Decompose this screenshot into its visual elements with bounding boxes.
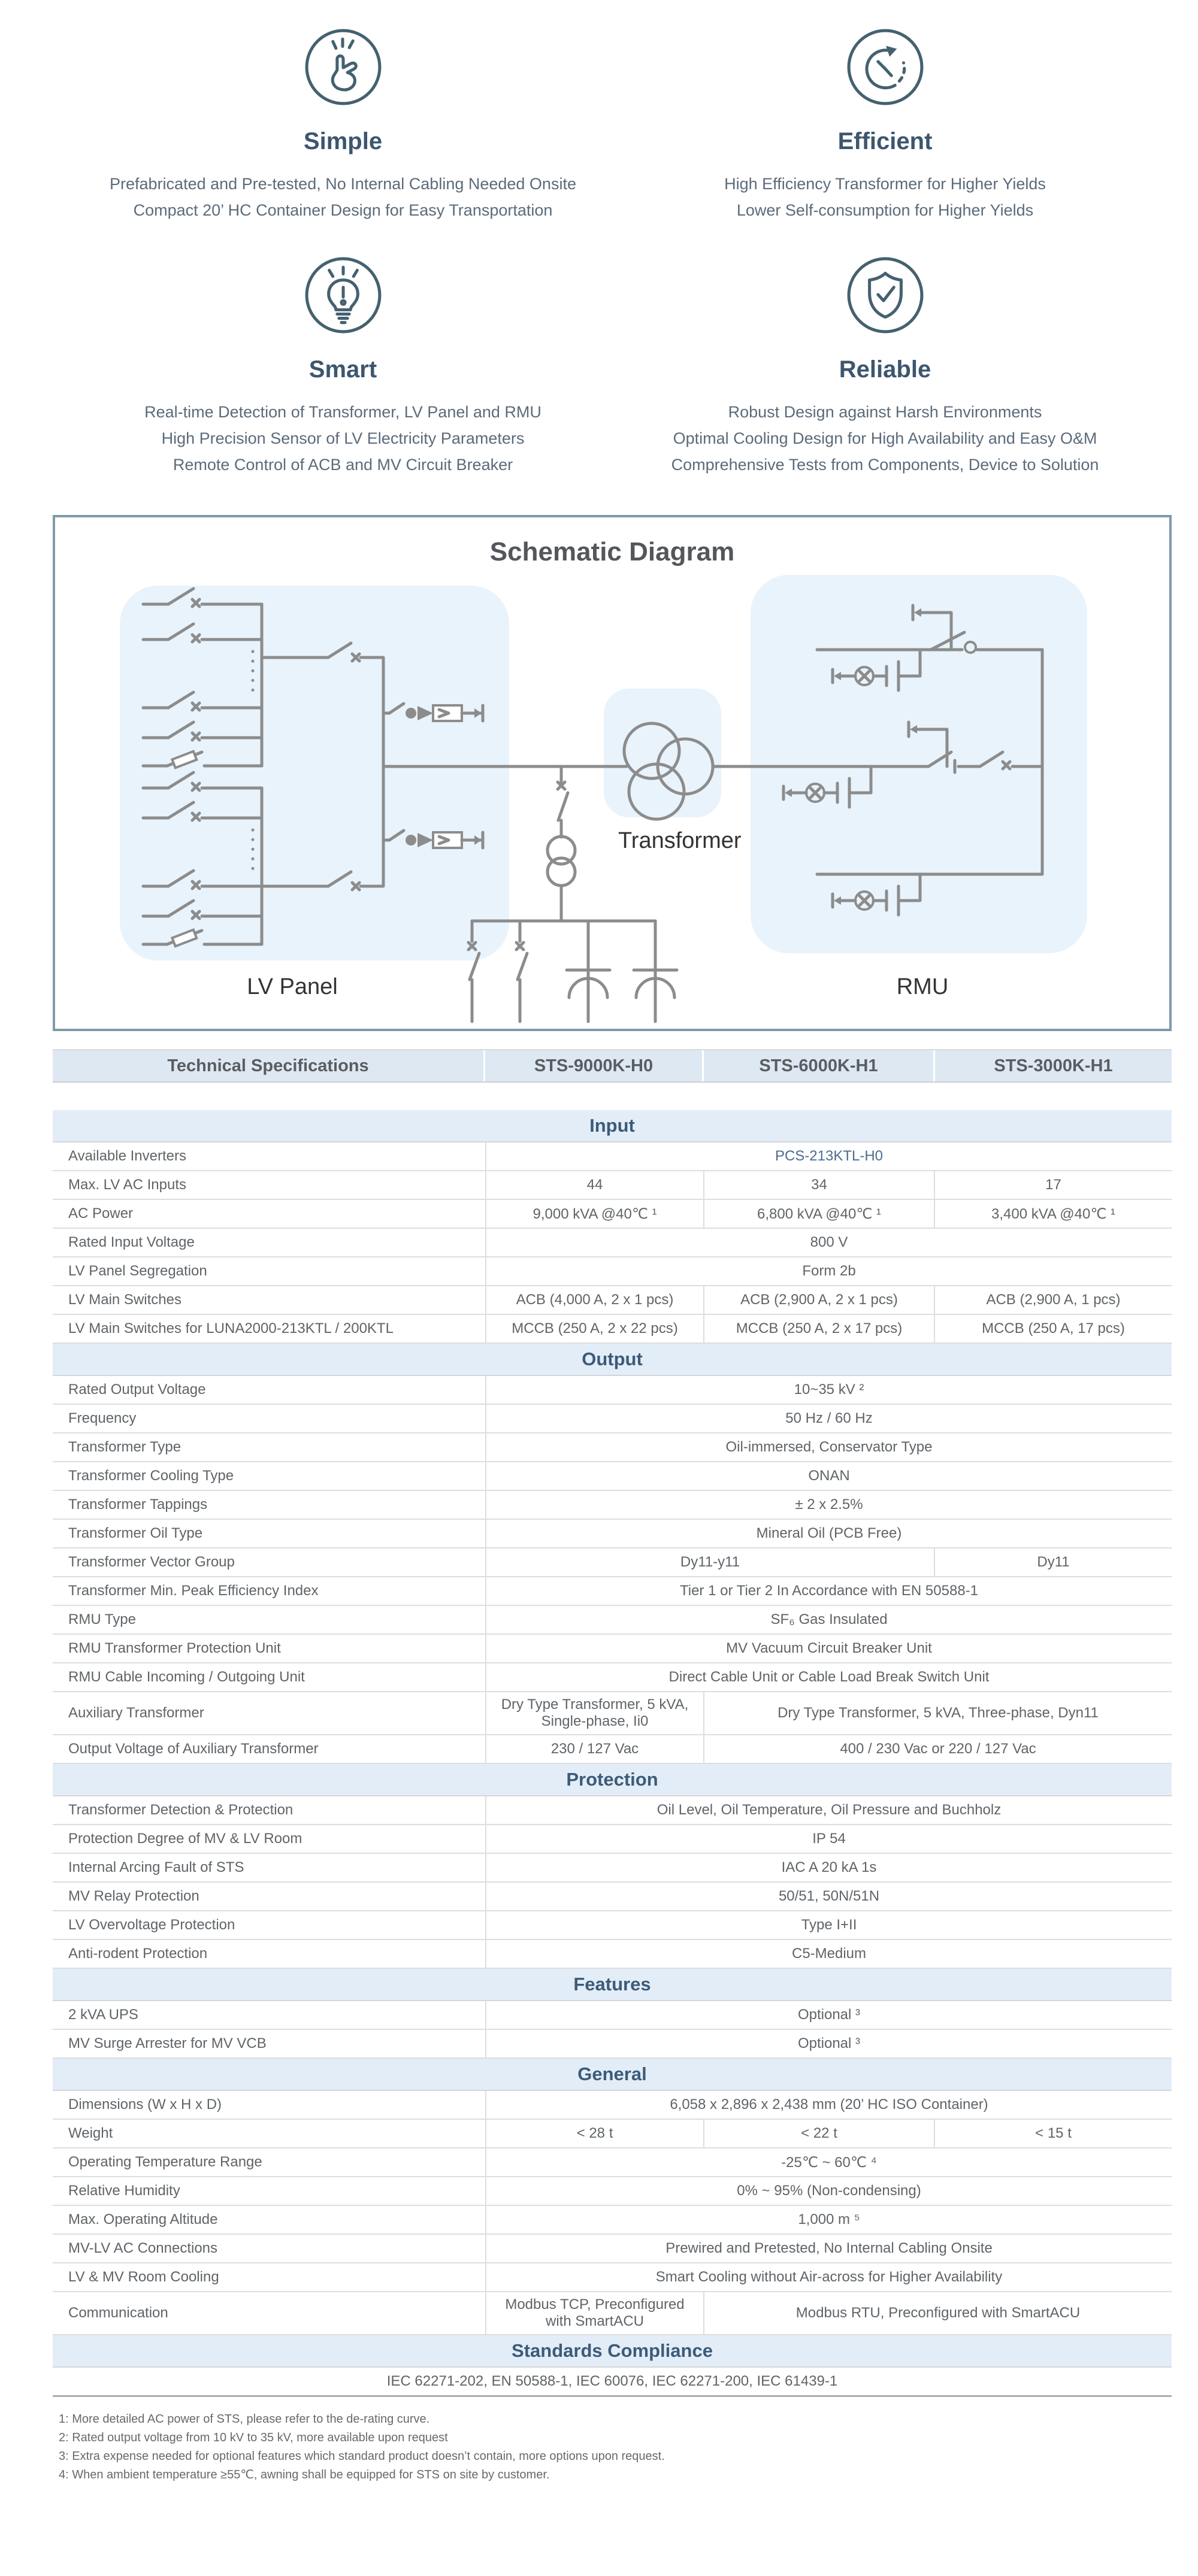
snap-fingers-icon xyxy=(304,28,383,107)
spec-value-cell: 6,800 kVA @40℃ ¹ xyxy=(703,1200,934,1228)
table-row xyxy=(53,1635,1172,1663)
spec-value-cell: 0% ~ 95% (Non-condensing) xyxy=(485,2177,1172,2205)
spec-value-cell: Mineral Oil (PCB Free) xyxy=(485,1520,1172,1547)
table-row xyxy=(53,1315,1172,1344)
table-row xyxy=(53,1229,1172,1257)
spec-value-cell: Oil-immersed, Conservator Type xyxy=(485,1434,1172,1461)
spec-value-cell: 230 / 127 Vac xyxy=(485,1735,703,1763)
table-row xyxy=(53,2292,1172,2335)
table-row xyxy=(53,2206,1172,2235)
table-row xyxy=(53,2368,1172,2397)
spec-label-cell: Internal Arcing Fault of STS xyxy=(68,1859,244,1875)
table-row xyxy=(53,1940,1172,1969)
spec-label-cell: Rated Input Voltage xyxy=(68,1234,195,1250)
table-row xyxy=(53,1520,1172,1548)
spec-value-cell: Modbus RTU, Preconfigured with SmartACU xyxy=(703,2292,1172,2334)
spec-value-cell: C5-Medium xyxy=(485,1940,1172,1968)
spec-value-cell: Dy11 xyxy=(934,1548,1172,1576)
spec-label-cell: MV Surge Arrester for MV VCB xyxy=(68,2035,267,2051)
table-row xyxy=(53,1462,1172,1491)
spec-value-cell: PCS-213KTL-H0 xyxy=(485,1142,1172,1170)
spec-label-cell: Anti-rodent Protection xyxy=(68,1945,208,1962)
spec-value-cell: IEC 62271-202, EN 50588-1, IEC 60076, IEC 62271-200, IEC 61439-1 xyxy=(386,2373,838,2389)
spec-value-cell: < 15 t xyxy=(934,2120,1172,2147)
spec-label-cell: LV & MV Room Cooling xyxy=(68,2269,219,2285)
spec-value-cell: 44 xyxy=(485,1171,703,1199)
spec-value-cell: Oil Level, Oil Temperature, Oil Pressure and Buchholz xyxy=(485,1796,1172,1824)
spec-label-cell: Frequency xyxy=(68,1410,137,1426)
table-row xyxy=(53,1911,1172,1940)
spec-label-cell: Max. LV AC Inputs xyxy=(68,1177,186,1193)
lv-panel-region xyxy=(120,586,509,960)
spec-value-cell: Dy11-y11 xyxy=(485,1548,934,1576)
spec-value-cell: Tier 1 or Tier 2 In Accordance with EN 50588-1 xyxy=(485,1577,1172,1605)
spec-value-cell: 10~35 kV ² xyxy=(485,1376,1172,1404)
lv-panel-label: LV Panel xyxy=(247,974,338,999)
feature-card-reliable xyxy=(614,256,1156,478)
spec-value-cell: ONAN xyxy=(485,1462,1172,1490)
section-header-output: Output xyxy=(53,1344,1172,1376)
spec-value-cell: Dry Type Transformer, 5 kVA, Three-phase, Dyn11 xyxy=(703,1692,1172,1734)
spec-value-cell: < 22 t xyxy=(703,2120,934,2147)
spec-table-body xyxy=(53,1110,1172,2397)
feature-highlights xyxy=(0,0,1198,515)
spec-value-cell: ACB (4,000 A, 2 x 1 pcs) xyxy=(485,1286,703,1314)
feature-title: Reliable xyxy=(839,356,931,383)
spec-label-cell: MV-LV AC Connections xyxy=(68,2240,218,2256)
spec-label-cell: MV Relay Protection xyxy=(68,1888,199,1904)
model-column-header: STS-6000K-H1 xyxy=(704,1050,933,1081)
spec-label-cell: Transformer Detection & Protection xyxy=(68,1802,294,1818)
spec-table-header xyxy=(53,1049,1172,1083)
table-row xyxy=(53,1735,1172,1764)
feature-line: Lower Self-consumption for Higher Yields xyxy=(736,201,1034,219)
feature-title: Simple xyxy=(303,128,383,154)
table-row xyxy=(53,1142,1172,1171)
feature-line: Prefabricated and Pre-tested, No Internal Cabling Needed Onsite xyxy=(110,175,576,193)
table-row xyxy=(53,2030,1172,2059)
transformer-label: Transformer xyxy=(618,828,742,853)
schematic-title: Schematic Diagram xyxy=(489,537,735,566)
spec-value-cell: ACB (2,900 A, 1 pcs) xyxy=(934,1286,1172,1314)
spec-label-cell: Transformer Type xyxy=(68,1439,181,1455)
spec-header-title: Technical Specifications xyxy=(53,1050,483,1081)
table-row xyxy=(53,2177,1172,2206)
feature-line: Real-time Detection of Transformer, LV Panel and RMU xyxy=(144,403,541,421)
spec-value-cell: 50/51, 50N/51N xyxy=(485,1883,1172,1910)
spec-label-cell: 2 kVA UPS xyxy=(68,2007,138,2023)
spec-label-cell: Dimensions (W x H x D) xyxy=(68,2096,222,2113)
table-row xyxy=(53,1548,1172,1577)
spec-label-cell: LV Main Switches for LUNA2000-213KTL / 200KTL xyxy=(68,1320,394,1337)
spec-label-cell: Transformer Tappings xyxy=(68,1496,208,1513)
spec-value-cell: Prewired and Pretested, No Internal Cabling Onsite xyxy=(485,2235,1172,2262)
spec-value-cell: Direct Cable Unit or Cable Load Break Switch Unit xyxy=(485,1663,1172,1691)
table-row xyxy=(53,1663,1172,1692)
table-row xyxy=(53,1606,1172,1635)
spec-label-cell: Relative Humidity xyxy=(68,2183,180,2199)
spec-label-cell: LV Panel Segregation xyxy=(68,1263,207,1279)
spec-value-cell: Smart Cooling without Air-across for Higher Availability xyxy=(485,2263,1172,2291)
spec-value-cell: MCCB (250 A, 2 x 17 pcs) xyxy=(703,1315,934,1342)
spec-value-cell: Optional ³ xyxy=(485,2001,1172,2029)
spec-label-cell: AC Power xyxy=(68,1205,134,1222)
feature-line: High Efficiency Transformer for Higher Yields xyxy=(724,175,1046,193)
feature-title: Smart xyxy=(308,356,377,383)
feature-line: Optimal Cooling Design for High Availability and Easy O&M xyxy=(673,429,1097,447)
spec-value-cell: IP 54 xyxy=(485,1825,1172,1853)
feature-line: Remote Control of ACB and MV Circuit Breaker xyxy=(173,456,513,474)
spec-label-cell: Max. Operating Altitude xyxy=(68,2211,218,2228)
spec-value-cell: ± 2 x 2.5% xyxy=(485,1491,1172,1519)
spec-label-cell: Operating Temperature Range xyxy=(68,2154,262,2170)
spec-label-cell: Protection Degree of MV & LV Room xyxy=(68,1831,302,1847)
spec-value-cell: 1,000 m ⁵ xyxy=(485,2206,1172,2233)
spec-value-cell: 34 xyxy=(703,1171,934,1199)
technical-specifications-table xyxy=(53,1049,1172,2397)
spec-value-cell: Form 2b xyxy=(485,1257,1172,1285)
table-row xyxy=(53,1825,1172,1854)
feature-line: Compact 20’ HC Container Design for Easy Transportation xyxy=(133,201,553,219)
feature-title: Efficient xyxy=(837,128,933,154)
table-row xyxy=(53,1491,1172,1520)
spec-value-cell: 800 V xyxy=(485,1229,1172,1256)
spec-value-cell: MCCB (250 A, 2 x 22 pcs) xyxy=(485,1315,703,1342)
spec-value-cell: 6,058 x 2,896 x 2,438 mm (20’ HC ISO Container) xyxy=(485,2091,1172,2119)
table-row xyxy=(53,2148,1172,2177)
clock-arrow-icon xyxy=(846,28,925,107)
spec-label-cell: Transformer Cooling Type xyxy=(68,1468,234,1484)
spec-label-cell: Auxiliary Transformer xyxy=(68,1705,204,1721)
spec-value-cell: 17 xyxy=(934,1171,1172,1199)
table-row xyxy=(53,2263,1172,2292)
spec-label-cell: LV Overvoltage Protection xyxy=(68,1917,235,1933)
spec-value-cell: MV Vacuum Circuit Breaker Unit xyxy=(485,1635,1172,1662)
footnote-line: 3: Extra expense needed for optional features which standard product doesn’t contain, more options upon request. xyxy=(59,2450,665,2463)
spec-label-cell: Transformer Vector Group xyxy=(68,1554,235,1570)
spec-value-cell: Type I+II xyxy=(485,1911,1172,1939)
section-header-general: General xyxy=(53,2059,1172,2091)
spec-value-cell: Modbus TCP, Preconfigured with SmartACU xyxy=(485,2292,703,2334)
table-row xyxy=(53,2235,1172,2263)
spec-label-cell: Rated Output Voltage xyxy=(68,1381,206,1398)
spec-label-cell: Communication xyxy=(68,2305,168,2321)
spec-label-cell: Transformer Min. Peak Efficiency Index xyxy=(68,1583,319,1599)
spec-label-cell: Transformer Oil Type xyxy=(68,1525,203,1541)
table-row xyxy=(53,1434,1172,1462)
spec-label-cell: Output Voltage of Auxiliary Transformer xyxy=(68,1741,319,1757)
section-header-input: Input xyxy=(53,1110,1172,1142)
section-header-protection: Protection xyxy=(53,1764,1172,1796)
footnote-line: 1: More detailed AC power of STS, please refer to the de-rating curve. xyxy=(59,2413,430,2426)
feature-card-simple xyxy=(72,28,614,223)
table-row xyxy=(53,1405,1172,1434)
table-row xyxy=(53,1200,1172,1229)
table-row xyxy=(53,1692,1172,1735)
footnotes xyxy=(59,2410,1172,2484)
spec-label-cell: RMU Type xyxy=(68,1611,136,1628)
model-column-header: STS-3000K-H1 xyxy=(935,1050,1172,1081)
feature-card-efficient xyxy=(614,28,1156,223)
spec-value-cell: 400 / 230 Vac or 220 / 127 Vac xyxy=(703,1735,1172,1763)
spec-label-cell: Available Inverters xyxy=(68,1148,186,1164)
spec-value-cell: ACB (2,900 A, 2 x 1 pcs) xyxy=(703,1286,934,1314)
spec-value-cell: MCCB (250 A, 17 pcs) xyxy=(934,1315,1172,1342)
table-row xyxy=(53,2091,1172,2120)
rmu-label: RMU xyxy=(896,974,949,999)
table-row xyxy=(53,1883,1172,1911)
section-header-standards-compliance: Standards Compliance xyxy=(53,2335,1172,2368)
spec-value-cell: SF₆ Gas Insulated xyxy=(485,1606,1172,1634)
table-row xyxy=(53,1796,1172,1825)
footnote-line: 2: Rated output voltage from 10 kV to 35 kV, more available upon request xyxy=(59,2431,448,2444)
table-row xyxy=(53,1286,1172,1315)
spec-label-cell: RMU Transformer Protection Unit xyxy=(68,1640,281,1656)
spec-label-cell: Weight xyxy=(68,2125,113,2141)
spec-value-cell: 50 Hz / 60 Hz xyxy=(485,1405,1172,1432)
spec-value-cell: 9,000 kVA @40℃ ¹ xyxy=(485,1200,703,1228)
model-column-header: STS-9000K-H0 xyxy=(485,1050,702,1081)
table-row xyxy=(53,1257,1172,1286)
lightbulb-icon xyxy=(304,256,383,335)
spec-label-cell: RMU Cable Incoming / Outgoing Unit xyxy=(68,1669,305,1685)
feature-line: Comprehensive Tests from Components, Device to Solution xyxy=(671,456,1099,474)
section-header-features: Features xyxy=(53,1969,1172,2001)
feature-card-smart xyxy=(72,256,614,478)
table-row xyxy=(53,1577,1172,1606)
spec-value-cell: 3,400 kVA @40℃ ¹ xyxy=(934,1200,1172,1228)
spec-value-cell: Optional ³ xyxy=(485,2030,1172,2057)
spec-value-cell: Dry Type Transformer, 5 kVA, Single-phase, Ii0 xyxy=(485,1692,703,1734)
feature-line: High Precision Sensor of LV Electricity Parameters xyxy=(161,429,525,447)
schematic-diagram xyxy=(53,515,1172,1031)
spec-label-cell: LV Main Switches xyxy=(68,1292,181,1308)
table-row xyxy=(53,1854,1172,1883)
spec-value-cell: IAC A 20 kA 1s xyxy=(485,1854,1172,1881)
shield-check-icon xyxy=(846,256,925,335)
table-row xyxy=(53,2001,1172,2030)
spec-value-cell: -25℃ ~ 60℃ ⁴ xyxy=(485,2148,1172,2176)
feature-line: Robust Design against Harsh Environments xyxy=(728,403,1042,421)
footnote-line: 4: When ambient temperature ≥55℃, awning shall be equipped for STS on site by customer. xyxy=(59,2468,550,2481)
table-row xyxy=(53,2120,1172,2148)
table-row xyxy=(53,1376,1172,1405)
table-row xyxy=(53,1171,1172,1200)
spec-value-cell: < 28 t xyxy=(485,2120,703,2147)
